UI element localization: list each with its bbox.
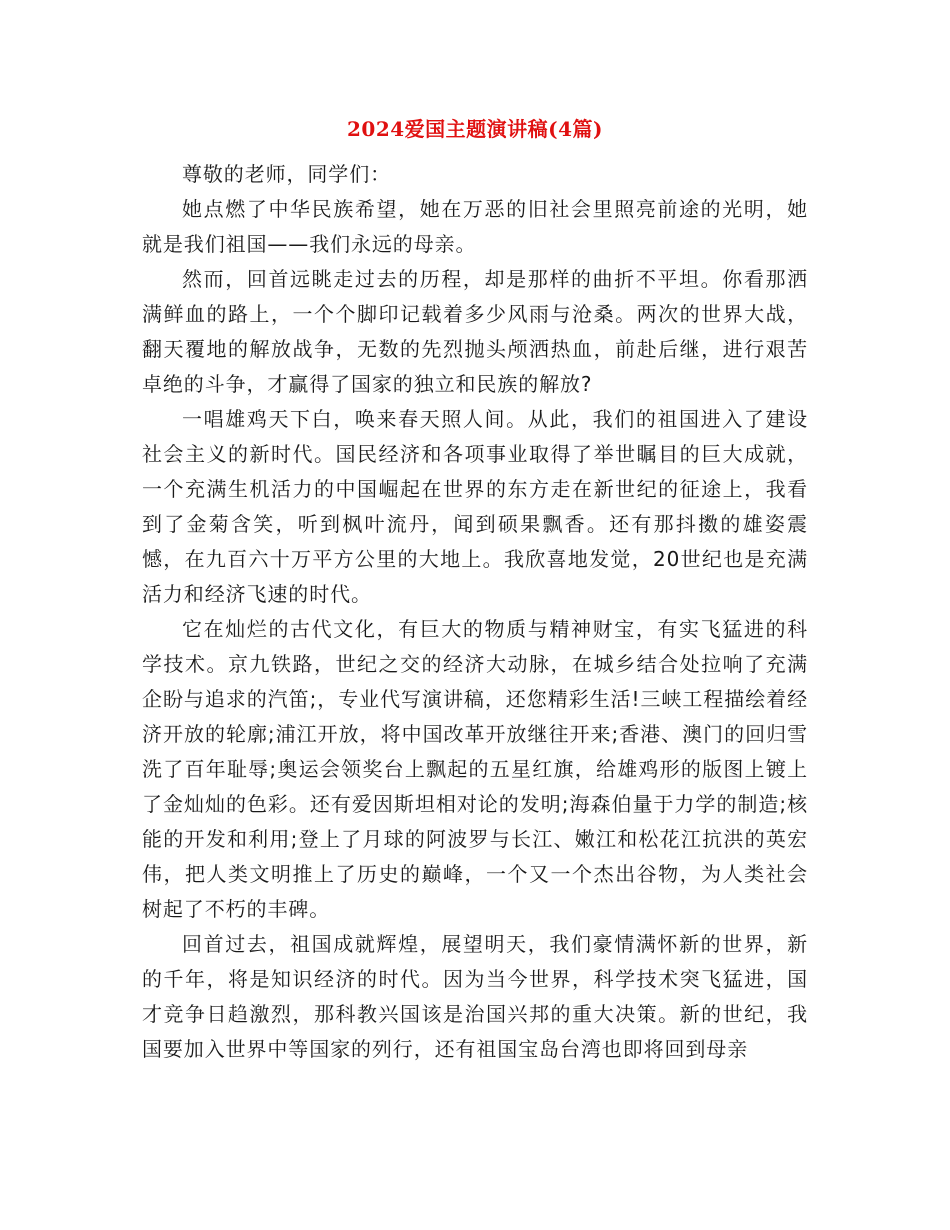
paragraph: 然而，回首远眺走过去的历程，却是那样的曲折不平坦。你看那洒满鲜血的路上，一个个脚印记载着多少风雨与沧桑。两次的世界大战，翻天覆地的解放战争，无数的先烈抛头颅洒热血，前赴后继，进行艰苦卓绝的斗争，才赢得了国家的独立和民族的解放? bbox=[142, 267, 808, 396]
paragraph: 她点燃了中华民族希望，她在万恶的旧社会里照亮前途的光明，她就是我们祖国——我们永远的母亲。 bbox=[142, 197, 808, 256]
paragraph-salutation: 尊敬的老师，同学们： bbox=[182, 162, 391, 186]
paragraph: 回首过去，祖国成就辉煌，展望明天，我们豪情满怀新的世界，新的千年，将是知识经济的时代。因为当今世界，科学技术突飞猛进，国才竞争日趋激烈，那科教兴国该是治国兴邦的重大决策。新的世纪，我国要加入世界中等国家的列行，还有祖国宝岛台湾也即将回到母亲 bbox=[142, 932, 808, 1061]
paragraph: 一唱雄鸡天下白，唤来春天照人间。从此，我们的祖国进入了建设社会主义的新时代。国民经济和各项事业取得了举世瞩目的巨大成就，一个充满生机活力的中国崛起在世界的东方走在新世纪的征途上，我看到了金菊含笑，听到枫叶流丹，闻到硕果飘香。还有那抖擞的雄姿震憾，在九百六十万平方公里的大地上。我欣喜地发觉，20世纪也是充满活力和经济飞速的时代。 bbox=[142, 407, 808, 606]
paragraph: 它在灿烂的古代文化，有巨大的物质与精神财宝，有实飞猛进的科学技术。京九铁路，世纪之交的经济大动脉，在城乡结合处拉响了充满企盼与追求的汽笛;，专业代写演讲稿，还您精彩生活!三峡工程描绘着经济开放的轮廓;浦江开放，将中国改革开放继往开来;香港、澳门的回归雪洗了百年耻辱;奥运会领奖台上飘起的五星红旗，给雄鸡形的版图上镀上了金灿灿的色彩。还有爱因斯坦相对论的发明;海森伯量于力学的制造;核能的开发和利用;登上了月球的阿波罗与长江、嫩江和松花江抗洪的英宏伟，把人类文明推上了历史的巅峰，一个又一个杰出谷物，为人类社会树起了不朽的丰碑。 bbox=[142, 617, 808, 921]
document-body bbox=[142, 157, 808, 1067]
document-title: 2024爱国主题演讲稿(4篇) bbox=[346, 117, 603, 141]
